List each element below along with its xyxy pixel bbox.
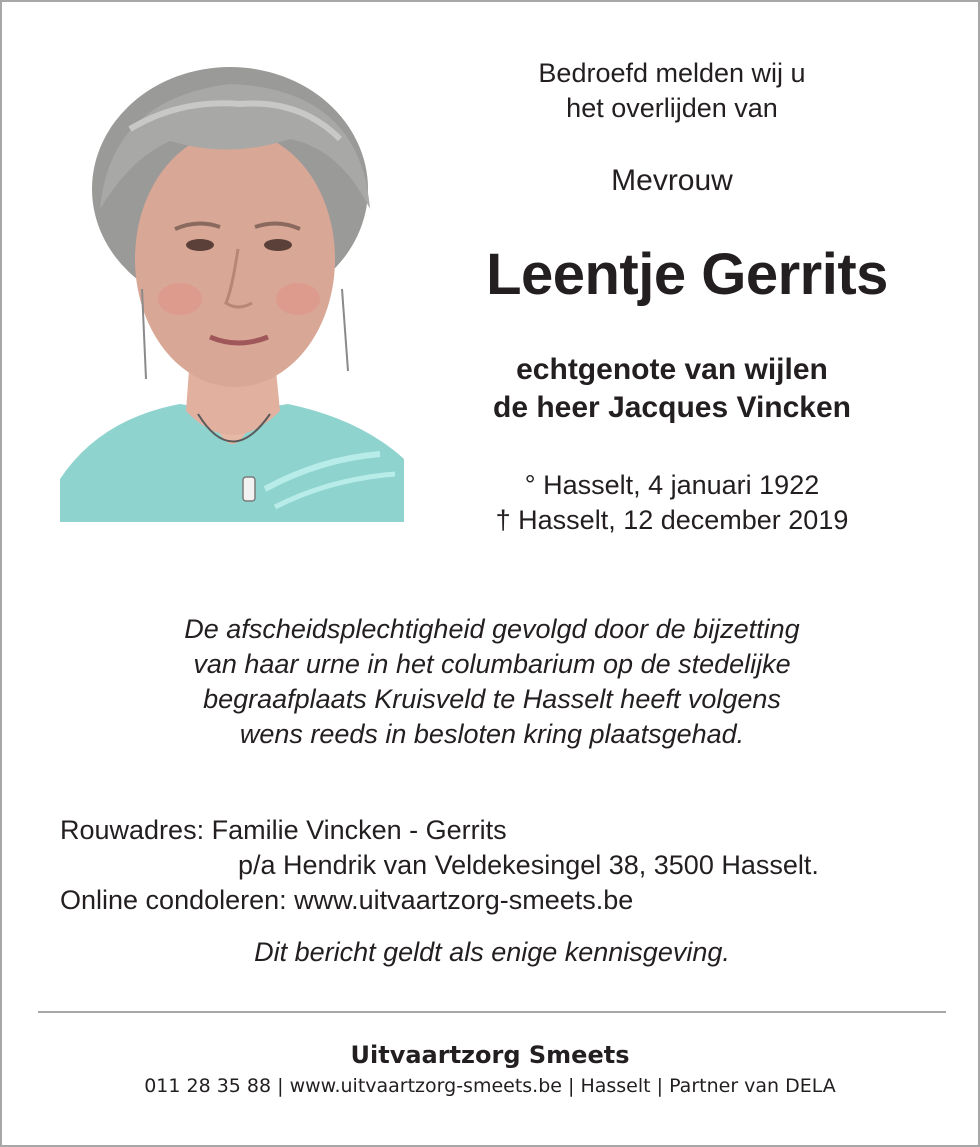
intro-line: het overlijden van [566, 93, 778, 123]
footer-divider [38, 1011, 946, 1013]
notice-text: Dit bericht geldt als enige kennisgeving. [254, 937, 730, 967]
online-condolence: Online condoleren: www.uitvaartzorg-smeets.be [60, 885, 634, 915]
mourning-address-street: p/a Hendrik van Veldekesingel 38, 3500 Hasselt. [238, 850, 819, 880]
spouse-line: echtgenote van wijlen [516, 353, 828, 386]
intro-line: Bedroefd melden wij u [538, 58, 806, 88]
honorific-title: Mevrouw [611, 164, 733, 197]
ceremony-line: begraafplaats Kruisveld te Hasselt heeft volgens [203, 684, 781, 714]
ceremony-line: wens reeds in besloten kring plaatsgehad. [239, 719, 745, 749]
ceremony-line: De afscheidsplechtigheid gevolgd door de bijzetting [184, 614, 800, 644]
ceremony-line: van haar urne in het columbarium op de stedelijke [193, 649, 791, 679]
funeral-company-name: Uitvaartzorg Smeets [350, 1041, 630, 1069]
mourning-address: Rouwadres: Familie Vincken - Gerrits [60, 815, 507, 845]
birth-date: ° Hasselt, 4 januari 1922 [524, 470, 820, 500]
contact-info [60, 813, 940, 918]
death-date: † Hasselt, 12 december 2019 [495, 505, 849, 535]
deceased-name: Leentje Gerrits [486, 242, 888, 307]
intro-text [442, 56, 902, 126]
portrait-illustration [60, 59, 404, 522]
life-dates [442, 468, 902, 538]
portrait-photo [60, 59, 404, 522]
spouse-info [442, 351, 902, 427]
spouse-line: de heer Jacques Vincken [493, 391, 851, 424]
funeral-company-info: 011 28 35 88 | www.uitvaartzorg-smeets.be | Hasselt | Partner van DELA [144, 1075, 836, 1097]
ceremony-text [62, 612, 922, 752]
